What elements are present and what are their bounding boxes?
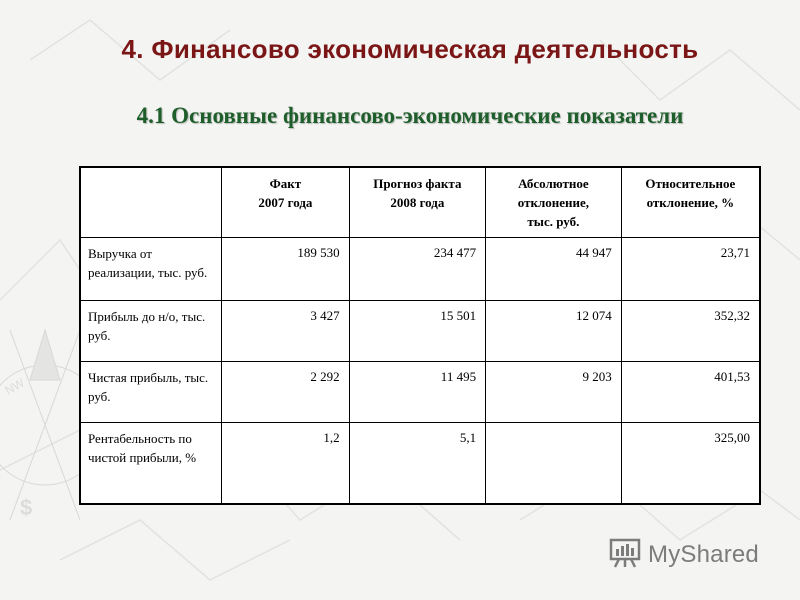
- row-label: Рентабельность по чистой прибыли, %: [80, 423, 222, 505]
- cell-abs-deviation: 44 947: [486, 238, 622, 301]
- cell-forecast-2008: 11 495: [349, 362, 485, 423]
- watermark-text: MyShared: [648, 541, 759, 568]
- indicators-table: [79, 166, 761, 505]
- header-line: тыс. руб.: [527, 214, 580, 229]
- header-line: отклонение, %: [646, 195, 735, 210]
- header-line: отклонение,: [517, 195, 590, 210]
- cell-rel-deviation: 23,71: [621, 238, 760, 301]
- slide-title: 4. Финансово экономическая деятельность: [121, 34, 699, 64]
- svg-text:$: $: [20, 495, 33, 520]
- cell-rel-deviation: 352,32: [621, 301, 760, 362]
- table-row: [80, 301, 760, 362]
- cell-fact-2007: 3 427: [222, 301, 349, 362]
- cell-fact-2007: 189 530: [222, 238, 349, 301]
- header-line: 2008 года: [390, 195, 445, 210]
- header-line: Прогноз факта: [373, 176, 462, 191]
- cell-rel-deviation: 401,53: [621, 362, 760, 423]
- row-label: Чистая прибыль, тыс. руб.: [80, 362, 222, 423]
- cell-forecast-2008: 15 501: [349, 301, 485, 362]
- table-row: [80, 423, 760, 505]
- presentation-board-icon: [608, 536, 642, 575]
- header-line: Абсолютное: [518, 176, 589, 191]
- table-row: [80, 362, 760, 423]
- cell-fact-2007: 2 292: [222, 362, 349, 423]
- cell-fact-2007: 1,2: [222, 423, 349, 505]
- cell-abs-deviation: [486, 423, 622, 505]
- watermark-logo: [608, 538, 759, 572]
- row-label: Прибыль до н/о, тыс. руб.: [80, 301, 222, 362]
- cell-abs-deviation: 12 074: [486, 301, 622, 362]
- header-forecast-2008: [349, 167, 485, 238]
- table-row: [80, 238, 760, 301]
- header-abs-deviation: [486, 167, 622, 238]
- header-line: 2007 года: [258, 195, 313, 210]
- table-header-row: [80, 167, 760, 238]
- cell-forecast-2008: 234 477: [349, 238, 485, 301]
- header-fact-2007: [222, 167, 349, 238]
- header-rel-deviation: [621, 167, 760, 238]
- slide-subtitle: 4.1 Основные финансово-экономические показатели: [136, 103, 684, 128]
- cell-forecast-2008: 5,1: [349, 423, 485, 505]
- cell-abs-deviation: 9 203: [486, 362, 622, 423]
- cell-rel-deviation: 325,00: [621, 423, 760, 505]
- header-line: Факт: [269, 176, 302, 191]
- row-label: Выручка от реализации, тыс. руб.: [80, 238, 222, 301]
- header-line: Относительное: [645, 176, 736, 191]
- svg-text:NW: NW: [2, 375, 27, 398]
- header-empty-cell: [80, 167, 222, 238]
